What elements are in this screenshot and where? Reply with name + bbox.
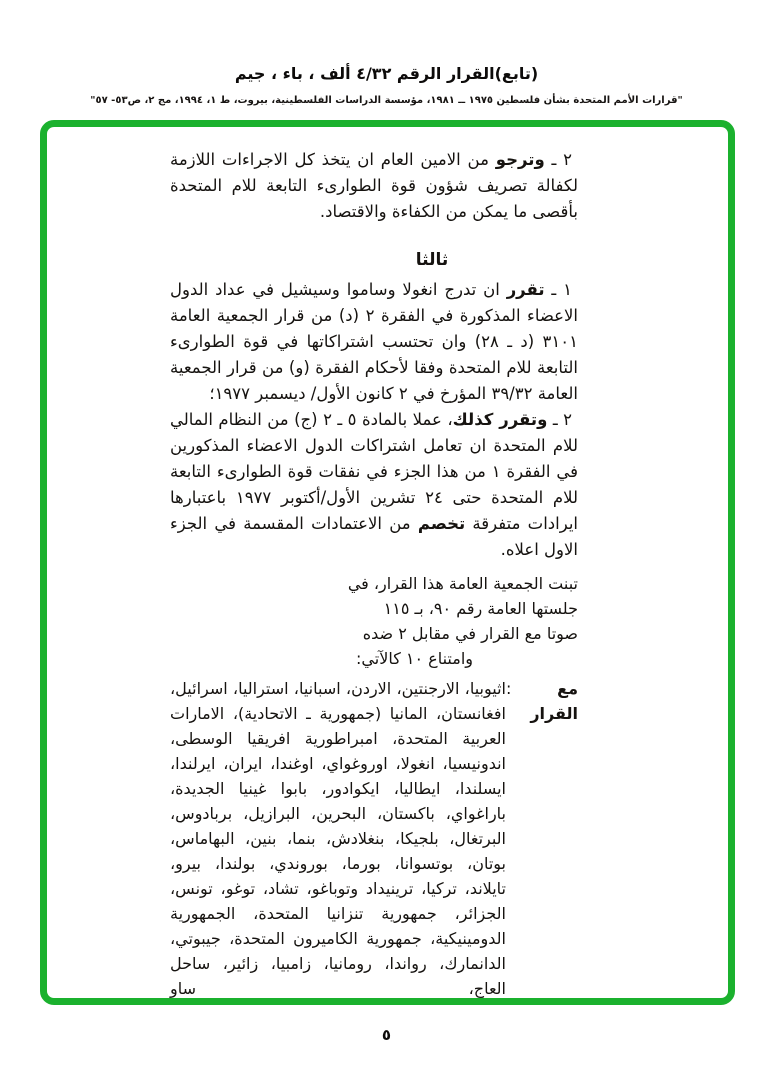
resolution-title: (تابع)القرار الرقم ٤/٣٢ ألف ، باء ، جيم (234, 64, 539, 83)
third-paragraph-2 (170, 407, 578, 563)
source-citation: "قرارات الأمم المتحدة بشأن فلسطين ١٩٧٥ ــ ١٩٨١، مؤسسة الدراسات الفلسطينية، بيروت، ط ١، ١٩٩٤، مج ٢، ص٥٣- ٥٧" (90, 95, 683, 106)
paragraph-text: ان تدرج انغولا وساموا وسيشيل في عداد الدول الاعضاء المذكورة في الفقرة ٢ (د) من قرار الجمعية العامة ٣١٠١ (د ـ ٢٨) وان تحتسب اشتراكاتها في قوة الطوارىء التابعة للام المتحدة وفقا لأحكام الفقرة (و) من قرار الجمعية العامة ٣٩/٣٢ المؤرخ في ٢ كانون الأول/ ديسمبر ١٩٧٧؛ (170, 280, 578, 403)
adoption-note-line: تبنت الجمعية العامة هذا القرار، في (347, 574, 578, 593)
paragraph-text: من الامين العام ان يتخذ كل الاجراءات اللازمة لكفالة تصريف شؤون قوة الطوارىء التابعة للام المتحدة بأقصى ما يمكن من الكفاءة والاقتصاد. (170, 150, 578, 221)
vote-record-in-favour (170, 676, 578, 1001)
vote-label-text: مع القرار (530, 679, 578, 723)
paragraph-text: ، عملا بالمادة ٥ ـ ٢ (ج) من النظام المالي للام المتحدة ان تعامل اشتراكات الدول الاعضاء المذكورين في الفقرة ١ من هذا الجزء في نفقات قوة الطوارىء التابعة للام المتحدة حتى ٢٤ تشرين الأول/أكتوبر ١٩٧٧ باعتبارها ايرادات متفرقة (170, 410, 579, 533)
adoption-note (278, 571, 578, 671)
operative-paragraph-2 (170, 147, 578, 225)
paragraph-number: ١ ـ (544, 280, 572, 299)
adoption-note-line: صوتا مع القرار في مقابل ٢ ضده (362, 624, 578, 643)
vote-for-label (506, 676, 578, 726)
operative-verb: تقرر (506, 280, 545, 299)
emphasized-word: تخصم (417, 514, 466, 533)
page-number: ٥ (381, 1026, 392, 1044)
section-heading-third: ثالثا (415, 250, 449, 270)
paragraph-number: ٢ ـ (547, 410, 572, 429)
adoption-note-line: وامتناع ١٠ كالآتي: (356, 649, 473, 668)
operative-verb: وتقرر كذلك (452, 410, 548, 429)
resolution-body (170, 147, 578, 1001)
adoption-note-line: جلستها العامة رقم ٩٠، بـ ١١٥ (383, 599, 578, 618)
third-paragraph-1 (170, 277, 578, 407)
operative-verb: وترجو (495, 150, 545, 169)
paragraph-text: من الاعتمادات المقسمة في الجزء الاول اعلاه. (170, 514, 578, 559)
vote-label-colon: : (506, 679, 512, 698)
vote-country-list: اثيوبيا، الارجنتين، الاردن، اسبانيا، استراليا، اسرائيل، افغانستان، المانيا (جمهورية ـ الاتحادية)، الامارات العربية المتحدة، امبراطورية افريقيا الوسطى، اندونيسيا، انغولا، اوروغواي، اوغندا، ايران، ايرلندا، ايسلندا، ايطاليا، ايكوادور، بابوا غينيا الجديدة، باراغواي، باكستان، البحرين، البرازيل، بربادوس، البرتغال، بلجيكا، بنغلادش، بنما، بنين، البهاماس، بوتان، بوتسوانا، بورما، بوروندي، بولندا، بيرو، تايلاند، تركيا، ترينيداد وتوباغو، تشاد، توغو، تونس، الجزائر، جمهورية تنزانيا المتحدة، الجمهورية الدومينيكية، جمهورية الكاميرون المتحدة، جيبوتي، الدانمارك، رواندا، رومانيا، زامبيا، زائير، ساحل العاج، ساو (170, 679, 506, 998)
paragraph-number: ٢ ـ (544, 150, 572, 169)
